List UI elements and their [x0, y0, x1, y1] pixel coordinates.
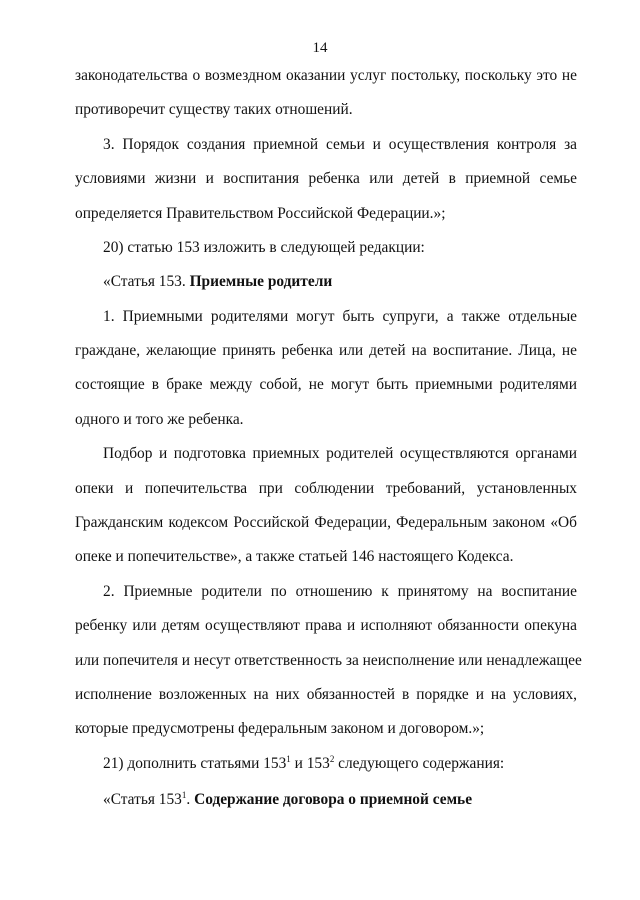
- article-heading-title: Содержание договора о приемной семье: [194, 791, 473, 808]
- text-line: Подбор и подготовка приемных родителей осуществляются органами: [103, 445, 577, 462]
- text-line: противоречит существу таких отношений.: [75, 101, 353, 118]
- superscript: 2: [329, 754, 335, 764]
- text-line: 1. Приемными родителями могут быть супруги, а также отдельные: [103, 308, 577, 325]
- amendment-text: и 153: [290, 755, 330, 772]
- article-heading-prefix: «Статья 153.: [103, 273, 190, 290]
- text-line: ребенку или детям осуществляют права и исполняют обязанности опекуна: [75, 617, 577, 634]
- text-line: определяется Правительством Российской Федерации.»;: [75, 205, 446, 222]
- text-line: 20) статью 153 изложить в следующей редакции:: [103, 239, 425, 256]
- amendment-line: [103, 754, 577, 774]
- amendment-text: следующего содержания:: [334, 755, 505, 772]
- superscript: 1: [181, 790, 187, 800]
- text-line: состоящие в браке между собой, не могут быть приемными родителями: [75, 376, 577, 393]
- text-line: 3. Порядок создания приемной семьи и осуществления контроля за: [103, 136, 577, 153]
- article-heading-prefix: «Статья 153: [103, 791, 182, 808]
- amendment-text: 21) дополнить статьями 153: [103, 755, 287, 772]
- article-heading-dot: .: [186, 791, 195, 808]
- text-line: граждане, желающие принять ребенка или детей на воспитание. Лица, не: [75, 342, 577, 359]
- article-heading: [103, 272, 577, 292]
- text-line: или попечителя и несут ответственность за неисполнение или ненадлежащее: [75, 652, 582, 669]
- page-number: 14: [312, 40, 328, 56]
- text-line: условиями жизни и воспитания ребенка или детей в приемной семье: [75, 170, 577, 187]
- superscript: 1: [286, 754, 291, 764]
- text-line: которые предусмотрены федеральным законом и договором.»;: [75, 720, 485, 737]
- text-line: исполнение возложенных на них обязанностей в порядке и на условиях,: [75, 686, 577, 703]
- text-line: одного и того же ребенка.: [75, 411, 244, 428]
- text-line: опеки и попечительства при соблюдении требований, установленных: [75, 480, 577, 497]
- article-heading: [103, 790, 577, 810]
- article-heading-title: Приемные родители: [189, 273, 333, 290]
- text-line: опеке и попечительстве», а также статьей 146 настоящего Кодекса.: [75, 548, 514, 565]
- text-line: 2. Приемные родители по отношению к принятому на воспитание: [103, 583, 577, 600]
- text-line: законодательства о возмездном оказании услуг постольку, поскольку это не: [75, 67, 577, 84]
- text-line: Гражданским кодексом Российской Федерации, Федеральным законом «Об: [75, 514, 577, 531]
